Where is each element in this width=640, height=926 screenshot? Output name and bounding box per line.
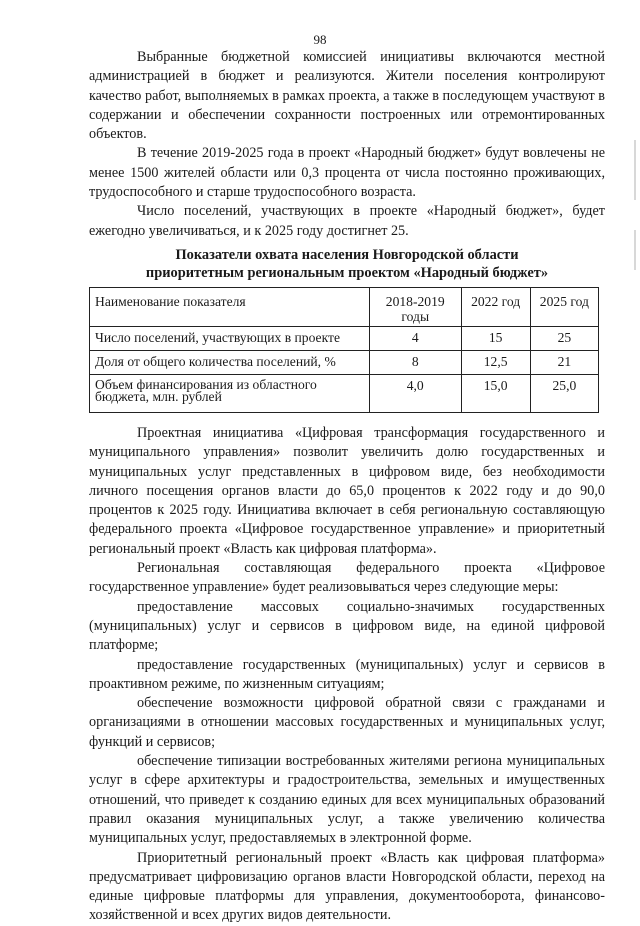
list-item: предоставление массовых социально-значимых государственных (муниципальных) услуг и сервисов в цифровом виде, на единой цифровой платформе;	[89, 598, 605, 654]
table-header-cell: 2018-2019 годы	[369, 287, 461, 326]
paragraph: Выбранные бюджетной комиссией инициативы включаются местной администрацией в бюджет и реализуются. Жители поселения контролируют качество работ, выполняемых в рамках проекта, а также в последующем участвуют в содержании и обеспечении сохранности построенных или отремонтированных объектов.	[89, 49, 605, 143]
list-item: предоставление государственных (муниципальных) услуг и сервисов в проактивном режиме, по жизненным ситуациям;	[89, 656, 605, 692]
table-title-line: Показатели охвата населения Новгородской области	[175, 246, 519, 263]
indicators-table	[89, 287, 599, 413]
table-header-row	[90, 287, 599, 326]
paragraph: В течение 2019-2025 года в проект «Народный бюджет» будут вовлечены не менее 1500 жителей области или 0,3 процента от числа постоянно проживающих, трудоспособного и старше трудоспособного возраста.	[89, 145, 605, 201]
table-header-cell: 2025 год	[530, 287, 598, 326]
table-cell: 15,0	[461, 374, 530, 412]
table-cell: 15	[461, 326, 530, 350]
table-row	[90, 326, 599, 350]
paragraph: Число поселений, участвующих в проекте «Народный бюджет», будет ежегодно увеличиваться, и к 2025 году достигнет 25.	[89, 203, 605, 239]
page-number: 98	[313, 32, 327, 47]
document-body	[89, 48, 605, 926]
paragraph: Приоритетный региональный проект «Власть как цифровая платформа» предусматривает цифровизацию органов власти Новгородской области, переход на единые цифровые платформы для управления, документооборота, финансово-хозяйственной и всех других видов деятельности.	[89, 849, 605, 924]
table-cell: 8	[369, 350, 461, 374]
table-cell: 25,0	[530, 374, 598, 412]
table-cell: 25	[530, 326, 598, 350]
table-row	[90, 350, 599, 374]
table-cell: 4	[369, 326, 461, 350]
table-cell: Объем финансирования из областного бюджета, млн. рублей	[90, 374, 370, 412]
table-cell: 4,0	[369, 374, 461, 412]
list-item: обеспечение типизации востребованных жителями региона муниципальных услуг в сфере архитектуры и градостроительства, земельных и имущественных отношений, что приведет к созданию единых для всех муниципальных образований правил оказания муниципальных услуг, а также увеличению количества муниципальных услуг, предоставляемых в электронной форме.	[89, 753, 605, 847]
table-cell: Число поселений, участвующих в проекте	[90, 326, 370, 350]
paragraph: Проектная инициатива «Цифровая трансформация государственного и муниципального управления» позволит увеличить долю государственных и муниципальных услуг представленных в цифровом виде, без необходимости личного посещения органов власти до 65,0 процентов к 2022 году и до 90,0 процентов к 2025 году. Инициатива включает в себя региональную составляющую федерального проекта «Цифровое государственное управление» и приоритетный региональный проект «Власть как цифровая платформа».	[89, 424, 605, 557]
table-header-cell: Наименование показателя	[90, 287, 370, 326]
table-title	[89, 246, 605, 283]
list-item: обеспечение возможности цифровой обратной связи с гражданами и организациями в отношении массовых государственных и муниципальных услуг, функций и сервисов;	[89, 695, 605, 750]
paragraph: Региональная составляющая федерального проекта «Цифровое государственное управление» будет реализовываться через следующие меры:	[89, 560, 605, 596]
scan-edge-mark	[634, 140, 636, 200]
table-title-line: приоритетным региональным проектом «Народный бюджет»	[145, 265, 549, 282]
scan-edge-mark	[634, 230, 636, 270]
table-row	[90, 374, 599, 412]
table-header-cell: 2022 год	[461, 287, 530, 326]
table-cell: 12,5	[461, 350, 530, 374]
table-cell: Доля от общего количества поселений, %	[90, 350, 370, 374]
table-cell: 21	[530, 350, 598, 374]
